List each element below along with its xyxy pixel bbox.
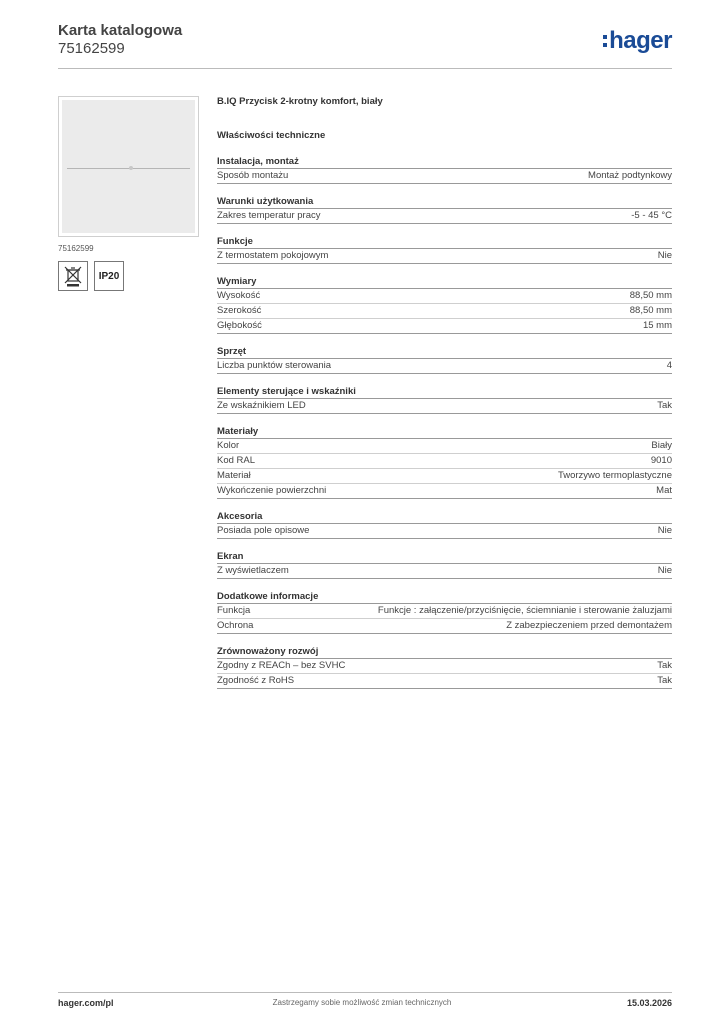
spec-row bbox=[217, 319, 672, 334]
ip-rating-badge: IP20 bbox=[94, 261, 124, 291]
spec-value: Nie bbox=[657, 565, 672, 576]
spec-section bbox=[217, 550, 672, 579]
header-divider bbox=[58, 68, 672, 69]
spec-section bbox=[217, 385, 672, 414]
spec-value: Biały bbox=[651, 440, 672, 451]
spec-section bbox=[217, 155, 672, 184]
product-name: B.IQ Przycisk 2-krotny komfort, biały bbox=[217, 96, 383, 107]
spec-row bbox=[217, 604, 672, 619]
spec-value: Tworzywo termoplastyczne bbox=[557, 470, 672, 481]
spec-value: Montaż podtynkowy bbox=[588, 170, 672, 181]
spec-row bbox=[217, 674, 672, 689]
section-title: Wymiary bbox=[217, 275, 672, 289]
spec-row bbox=[217, 564, 672, 579]
spec-row bbox=[217, 359, 672, 374]
spec-value: Funkcje : załączenie/przyciśnięcie, ściemnianie i sterowanie żaluzjami bbox=[377, 605, 672, 616]
spec-sections bbox=[217, 155, 672, 689]
footer-divider bbox=[58, 992, 672, 993]
spec-row bbox=[217, 399, 672, 414]
hager-logo: hager bbox=[603, 27, 672, 55]
weee-bin-icon bbox=[58, 261, 88, 291]
spec-label: Materiał bbox=[217, 470, 251, 481]
spec-label: Zgodność z RoHS bbox=[217, 675, 295, 686]
spec-value: 88,50 mm bbox=[629, 290, 672, 301]
spec-row bbox=[217, 619, 672, 634]
logo-dots-icon bbox=[603, 34, 607, 48]
spec-label: Z wyświetlaczem bbox=[217, 565, 289, 576]
spec-section bbox=[217, 275, 672, 334]
spec-label: Liczba punktów sterowania bbox=[217, 360, 332, 371]
spec-label: Kolor bbox=[217, 440, 240, 451]
footer-disclaimer: Zastrzegamy sobie możliwość zmian technicznych bbox=[272, 998, 452, 1007]
section-title: Sprzęt bbox=[217, 345, 672, 359]
image-caption: 75162599 bbox=[58, 244, 94, 253]
section-title: Instalacja, montaż bbox=[217, 155, 672, 169]
section-title: Materiały bbox=[217, 425, 672, 439]
spec-row bbox=[217, 439, 672, 454]
section-title: Ekran bbox=[217, 550, 672, 564]
spec-value: Mat bbox=[656, 485, 672, 496]
spec-row bbox=[217, 304, 672, 319]
section-title: Funkcje bbox=[217, 235, 672, 249]
spec-row bbox=[217, 524, 672, 539]
spec-label: Wysokość bbox=[217, 290, 261, 301]
spec-label: Z termostatem pokojowym bbox=[217, 250, 329, 261]
spec-section bbox=[217, 345, 672, 374]
properties-title: Właściwości techniczne bbox=[217, 130, 326, 141]
spec-section bbox=[217, 510, 672, 539]
spec-value: 88,50 mm bbox=[629, 305, 672, 316]
spec-value: Z zabezpieczeniem przed demontażem bbox=[506, 620, 672, 631]
product-code: 75162599 bbox=[58, 40, 125, 57]
spec-label: Posiada pole opisowe bbox=[217, 525, 310, 536]
footer-website: hager.com/pl bbox=[58, 998, 114, 1008]
spec-label: Wykończenie powierzchni bbox=[217, 485, 327, 496]
section-title: Elementy sterujące i wskaźniki bbox=[217, 385, 672, 399]
spec-row bbox=[217, 249, 672, 264]
spec-value: -5 - 45 °C bbox=[631, 210, 672, 221]
spec-value: 4 bbox=[666, 360, 672, 371]
spec-value: Nie bbox=[657, 250, 672, 261]
spec-label: Ze wskaźnikiem LED bbox=[217, 400, 306, 411]
section-title: Akcesoria bbox=[217, 510, 672, 524]
spec-label: Szerokość bbox=[217, 305, 262, 316]
spec-row bbox=[217, 469, 672, 484]
page-header bbox=[58, 22, 672, 70]
spec-value: 15 mm bbox=[642, 320, 672, 331]
spec-row bbox=[217, 659, 672, 674]
footer-date: 15.03.2026 bbox=[626, 998, 672, 1008]
spec-label: Sposób montażu bbox=[217, 170, 289, 181]
spec-section bbox=[217, 235, 672, 264]
spec-label: Zgodny z REACh – bez SVHC bbox=[217, 660, 346, 671]
spec-row bbox=[217, 289, 672, 304]
spec-value: Tak bbox=[657, 660, 672, 671]
spec-row bbox=[217, 209, 672, 224]
spec-section bbox=[217, 425, 672, 499]
section-title: Dodatkowe informacje bbox=[217, 590, 672, 604]
spec-label: Ochrona bbox=[217, 620, 254, 631]
spec-label: Kod RAL bbox=[217, 455, 256, 466]
product-image bbox=[58, 96, 199, 237]
spec-section bbox=[217, 590, 672, 634]
section-title: Zrównoważony rozwój bbox=[217, 645, 672, 659]
spec-row bbox=[217, 454, 672, 469]
spec-row bbox=[217, 169, 672, 184]
spec-section bbox=[217, 195, 672, 224]
spec-value: Tak bbox=[657, 675, 672, 686]
spec-label: Funkcja bbox=[217, 605, 251, 616]
section-title: Warunki użytkowania bbox=[217, 195, 672, 209]
spec-content bbox=[217, 96, 672, 689]
spec-value: 9010 bbox=[650, 455, 672, 466]
spec-label: Zakres temperatur pracy bbox=[217, 210, 321, 221]
spec-section bbox=[217, 645, 672, 689]
spec-row bbox=[217, 484, 672, 499]
spec-value: Nie bbox=[657, 525, 672, 536]
spec-label: Głębokość bbox=[217, 320, 262, 331]
spec-value: Tak bbox=[657, 400, 672, 411]
page-title: Karta katalogowa bbox=[58, 22, 183, 39]
